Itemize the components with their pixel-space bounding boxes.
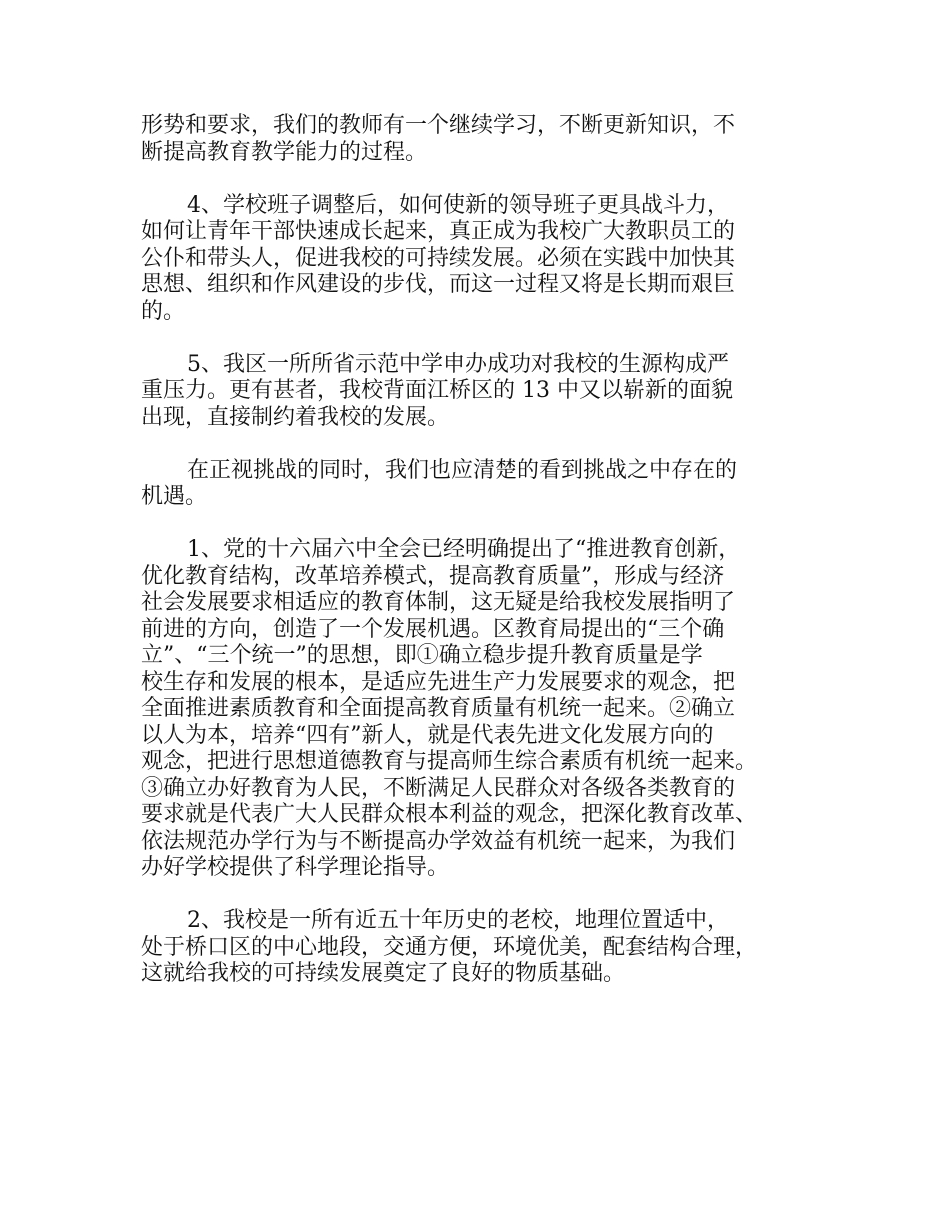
text-line: 校生存和发展的根本，是适应先进生产力发展要求的观念，把 — [141, 669, 736, 695]
text-line: 如何让青年干部快速成长起来，真正成为我校广大教职员工的 — [141, 219, 736, 244]
text-line: 以人为本，培养“四有”新人，就是代表先进文化发展方向的 — [141, 722, 714, 748]
text-line: 5、我区一所所省示范中学申办成功对我校的生源构成严 — [187, 351, 729, 377]
text-line: 思想、组织和作风建设的步伐，而这一过程又将是长期而艰巨 — [141, 272, 736, 297]
paragraph-opportunity-1 — [141, 537, 831, 882]
text-line: 在正视挑战的同时，我们也应清楚的看到挑战之中存在的 — [187, 457, 738, 483]
text-line: 优化教育结构，改革培养模式，提高教育质量”，形成与经济 — [141, 563, 725, 589]
paragraph-item-5 — [141, 352, 831, 432]
paragraph-continuation — [141, 113, 831, 166]
text-line: 处于桥口区的中心地段，交通方便，环境优美，配套结构合理， — [141, 934, 758, 960]
text-line: 观念，把进行思想道德教育与提高师生综合素质有机统一起来。 — [141, 749, 758, 774]
paragraph-opportunity-2 — [141, 908, 831, 988]
text-line: 断提高教育教学能力的过程。 — [141, 139, 428, 165]
text-line: 重压力。更有甚者，我校背面江桥区的 13 中又以崭新的面貌 — [141, 378, 733, 403]
text-line: 的。 — [141, 298, 186, 324]
text-line: 形势和要求，我们的教师有一个继续学习，不断更新知识，不 — [141, 113, 736, 138]
text-line: 2、我校是一所有近五十年历史的老校，地理位置适中， — [187, 908, 729, 933]
text-line: 要求就是代表广大人民群众根本利益的观念，把深化教育改革、 — [141, 802, 758, 827]
text-line: 依法规范办学行为与不断提高办学效益有机统一起来，为我们 — [141, 828, 736, 854]
text-line: 办好学校提供了科学理论指导。 — [141, 855, 450, 880]
text-line: 1、党的十六届六中全会已经明确提出了“推进教育创新， — [187, 537, 741, 562]
text-line: 公仆和带头人，促进我校的可持续发展。必须在实践中加快其 — [141, 245, 736, 271]
paragraph-opportunities-intro — [141, 458, 831, 511]
text-line: 社会发展要求相适应的教育体制，这无疑是给我校发展指明了 — [141, 590, 736, 615]
text-line: 这就给我校的可持续发展奠定了良好的物质基础。 — [141, 961, 626, 986]
text-line: 前进的方向，创造了一个发展机遇。区教育局提出的“三个确 — [141, 616, 725, 642]
text-line: 立”、“三个统一”的思想，即①确立稳步提升教育质量是学 — [141, 643, 703, 668]
document-page — [141, 113, 831, 1014]
text-line: 出现，直接制约着我校的发展。 — [141, 404, 450, 430]
text-line: 4、学校班子调整后，如何使新的领导班子更具战斗力， — [187, 192, 729, 218]
text-line: ③确立办好教育为人民，不断满足人民群众对各级各类教育的 — [141, 775, 736, 801]
text-line: 全面推进素质教育和全面提高教育质量有机统一起来。②确立 — [141, 696, 736, 721]
text-line: 机遇。 — [141, 484, 208, 509]
paragraph-item-4 — [141, 193, 831, 326]
